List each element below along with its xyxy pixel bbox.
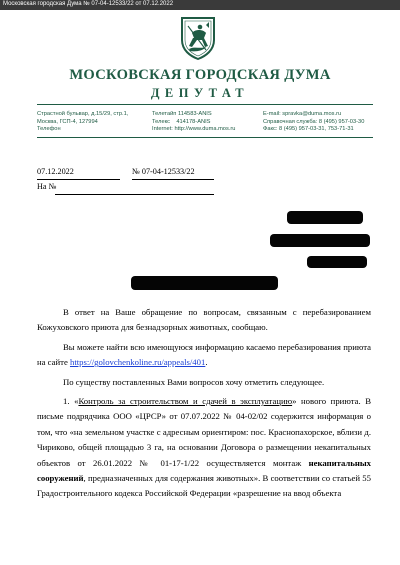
contact-line: Факс: 8 (495) 957-03-31, 753-71-31 xyxy=(263,126,354,133)
contact-line: Страстной бульвар, д.15/29, стр.1, xyxy=(37,111,129,117)
letter-body xyxy=(37,305,371,506)
document-number: № 07-04-12533/22 xyxy=(132,167,195,176)
document-top-bar-text: Московская городская Дума № 07-04-12533/22 от 07.12.2022 xyxy=(3,1,174,7)
website-link[interactable]: https://golovchenkoline.ru/appeals/401 xyxy=(69,357,206,368)
paragraph-issues: По существу поставленных Вами вопросов хочу отметить следующее. xyxy=(63,376,325,387)
number-underline xyxy=(132,179,214,180)
redacted-recipient-line-2 xyxy=(270,234,370,247)
contact-line: Internet: http://www.duma.mos.ru xyxy=(152,126,236,133)
header-divider-bottom xyxy=(37,137,373,138)
contact-teletype-block xyxy=(152,111,235,134)
contact-line: Телекс 414178-ANIS xyxy=(152,118,211,125)
contact-line: Справочная служба: 8 (495) 957-03-30 xyxy=(263,118,365,125)
reference-label: На № xyxy=(37,182,57,191)
redacted-recipient-line-1 xyxy=(287,211,363,224)
text-fragment: 1. « xyxy=(63,396,79,407)
document-top-bar xyxy=(0,0,400,10)
text-fragment: » нового приюта. В письме подрядчика ООО «ЦРСР» от 07.07.2022 № 04-02/02 содержится информация о том, что «на земельном участке с адресным ориентиром: пос. Краснопахорское, вблизи д. Чириково, общей площадью 3 га, на основании Договора о размещении некапитальных объектов от 26.01.2022 № 01-17-1/22 осуществляется монтаж xyxy=(37,396,371,468)
redacted-salutation xyxy=(131,276,278,290)
header-divider-top xyxy=(37,104,373,105)
contact-address-block xyxy=(37,111,128,134)
paragraph-website xyxy=(37,340,371,371)
deputy-title: ДЕПУТАТ xyxy=(150,86,250,100)
bold-phrase: некапитальных сооружений xyxy=(37,457,371,484)
contact-line: Москва, ГСП-4, 127994 xyxy=(37,118,98,125)
contact-line: Телефон xyxy=(37,126,61,133)
paragraph-construction-control xyxy=(37,394,371,502)
contact-email-block xyxy=(263,111,364,134)
underlined-heading: Контроль за строительством и сдачей в эксплуатацию xyxy=(78,396,293,407)
reference-underline xyxy=(55,194,214,195)
redacted-recipient-line-3 xyxy=(307,256,367,268)
website-text-end: . xyxy=(205,357,208,368)
website-text: Вы можете найти всю имеющуюся информацию касаемо перебазирования приюта на сайте xyxy=(37,341,371,368)
text-fragment: , предназначенных для содержания животных». В соответствии со статьей 55 Градостроительного кодекса Российской Федерации «разрешение на ввод объекта xyxy=(37,473,371,499)
organization-title: МОСКОВСКАЯ ГОРОДСКАЯ ДУМА xyxy=(69,67,331,83)
document-date: 07.12.2022 xyxy=(37,167,74,176)
date-underline xyxy=(37,179,120,180)
contact-line: Телетайп 114583-ANIS xyxy=(152,111,212,117)
paragraph-intro: В ответ на Ваше обращение по вопросам, связанным с перебазированием Кожуховского приюта для безнадзорных животных, сообщаю. xyxy=(37,307,371,333)
moscow-coat-of-arms-icon xyxy=(180,16,216,60)
contact-line: E-mail: spravka@duma.mos.ru xyxy=(263,111,342,117)
